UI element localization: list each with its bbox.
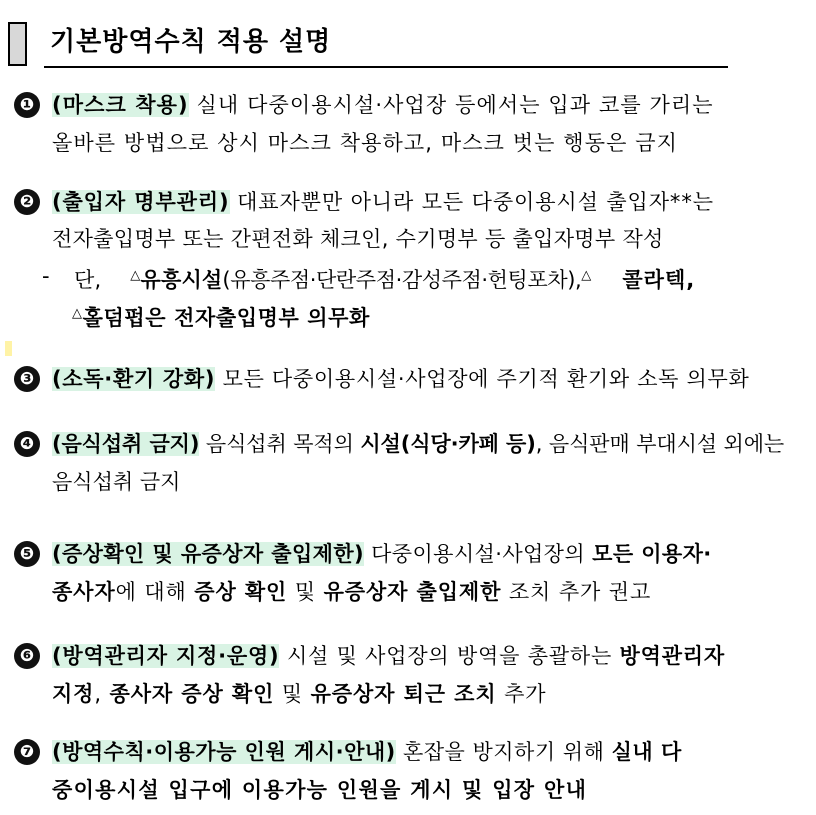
item-4-text-b: 시설(식당·카페 등) — [360, 432, 536, 456]
item-6-text-d: , — [94, 682, 110, 706]
item-number-1: ❶ — [14, 92, 40, 118]
item-4-text-a: 음식섭취 목적의 — [199, 432, 361, 456]
item-5-line-1 — [52, 535, 712, 573]
item-number-4: ❹ — [14, 431, 40, 457]
item-5-label: (증상확인 및 유증상자 출입제한) — [52, 542, 365, 566]
triangle-icon: △ — [72, 306, 83, 321]
item-6-text-a: 시설 및 사업장의 방역을 총괄하는 — [279, 644, 620, 668]
item-6-text-f: 및 — [274, 682, 311, 706]
triangle-icon: △ — [130, 268, 141, 283]
item-6-text-h: 추가 — [496, 682, 547, 706]
item-2-line-1 — [52, 183, 714, 221]
item-1-line-1 — [52, 86, 714, 124]
item-3-label: (소독·환기 강화) — [52, 367, 216, 391]
item-6-text-b: 방역관리자 — [619, 644, 725, 668]
item-1-label: (마스크 착용) — [52, 93, 189, 117]
item-number-6: ❻ — [14, 643, 40, 669]
item-7-line-2: 중이용시설 입구에 이용가능 인원을 게시 및 입장 안내 — [52, 778, 588, 802]
item-5-text-b: 모든 이용자· — [592, 542, 712, 566]
item-4-line-2: 음식섭취 금지 — [52, 470, 181, 494]
sub-text-d: 콜라텍, — [622, 268, 696, 292]
item-5-text-e: 증상 확인 — [194, 580, 288, 604]
item-5-text-h: 조치 추가 권고 — [501, 580, 652, 604]
item-1-text: 실내 다중이용시설·사업장 등에서는 입과 코를 가리는 — [188, 93, 714, 117]
item-7-label: (방역수칙·이용가능 인원 게시·안내) — [52, 740, 396, 764]
item-number-5: ❺ — [14, 541, 40, 567]
item-1-line-2: 올바른 방법으로 상시 마스크 착용하고, 마스크 벗는 행동은 금지 — [52, 131, 679, 155]
item-6-line-2 — [52, 675, 546, 713]
title-marker-box — [8, 22, 27, 66]
item-2-text: 대표자뿐만 아니라 모든 다중이용시설 출입자**는 — [229, 190, 714, 214]
item-5-text-c: 종사자 — [52, 580, 116, 604]
item-6-text-e: 종사자 증상 확인 — [109, 682, 275, 706]
sub-text-c: (유흥주점·단란주점·감성주점·헌팅포차), — [222, 268, 582, 292]
item-4-line-1 — [52, 425, 784, 463]
item-6-line-1 — [52, 637, 725, 675]
item-5-text-g: 유증상자 출입제한 — [323, 580, 502, 604]
sub-dash: - — [42, 264, 50, 288]
item-7-line-1 — [52, 733, 682, 771]
item-2-sub-line-2 — [72, 295, 370, 337]
item-number-2: ❷ — [14, 189, 40, 215]
item-4-label: (음식섭취 금지) — [52, 432, 200, 456]
item-5-text-d: 에 대해 — [115, 580, 195, 604]
sub-text-a: 단, — [74, 268, 102, 292]
item-7-text-a: 혼잡을 방지하기 위해 — [395, 740, 612, 764]
item-6-text-g: 유증상자 퇴근 조치 — [310, 682, 497, 706]
triangle-icon: △ — [581, 268, 592, 283]
item-5-line-2 — [52, 573, 651, 611]
item-2-sub-line-1 — [74, 257, 695, 299]
item-2-line-2: 전자출입명부 또는 간편전화 체크인, 수기명부 등 출입자명부 작성 — [52, 227, 664, 251]
sub-text-e: 홀덤펍은 전자출입명부 의무화 — [82, 306, 370, 330]
page-title: 기본방역수칙 적용 설명 — [50, 27, 332, 57]
item-3-text: 모든 다중이용시설·사업장에 주기적 환기와 소독 의무화 — [215, 367, 750, 391]
item-2-label: (출입자 명부관리) — [52, 190, 230, 214]
item-5-text-a: 다중이용시설·사업장의 — [364, 542, 593, 566]
item-4-text-c: , 음식판매 부대시설 외에는 — [535, 432, 785, 456]
sub-text-b: 유흥시설 — [140, 268, 223, 292]
item-6-text-c: 지정 — [52, 682, 95, 706]
item-7-text-b: 실내 다 — [611, 740, 682, 764]
highlight-mark — [5, 341, 12, 356]
title-underline — [44, 66, 728, 68]
item-6-label: (방역관리자 지정·운영) — [52, 644, 280, 668]
item-number-7: ❼ — [14, 739, 40, 765]
item-number-3: ❸ — [14, 366, 40, 392]
item-5-text-f: 및 — [287, 580, 324, 604]
item-3-line-1 — [52, 360, 750, 398]
